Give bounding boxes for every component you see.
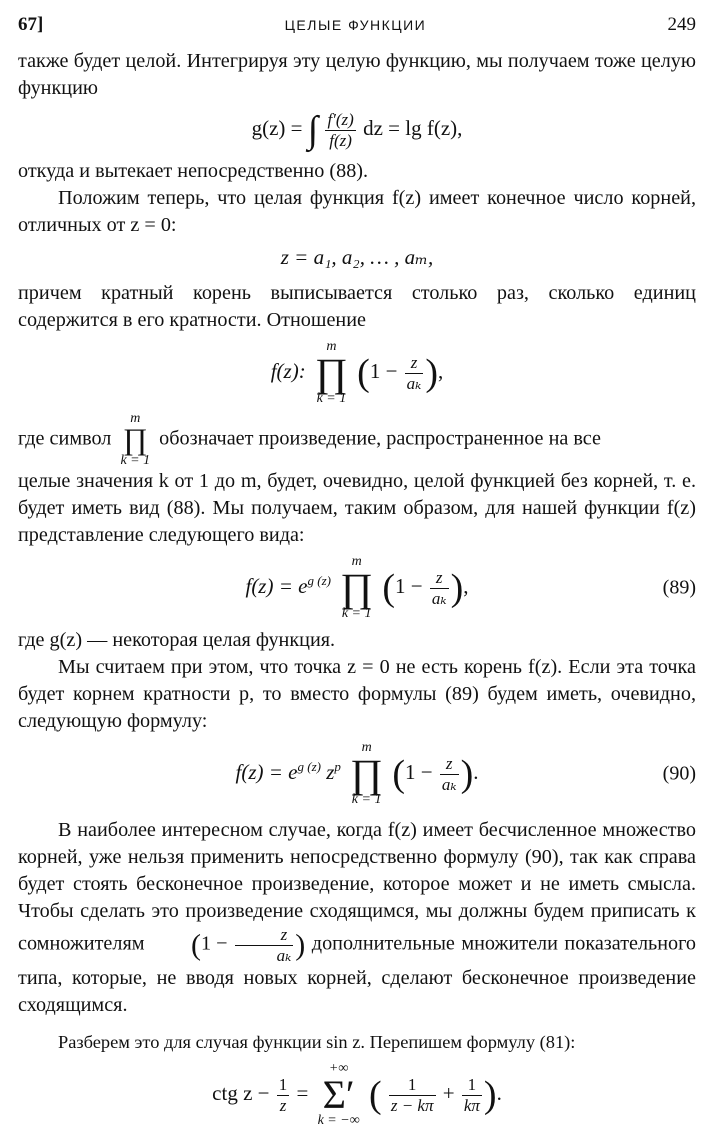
product-operator bbox=[340, 555, 373, 621]
product-operator bbox=[350, 741, 383, 807]
upper-limit: m bbox=[130, 411, 141, 426]
upper-limit: m bbox=[326, 339, 337, 354]
paragraph: где g(z) — некоторая целая функция. bbox=[18, 629, 336, 651]
sum-operator bbox=[318, 1062, 360, 1128]
formula-roots bbox=[18, 245, 696, 270]
formula-text: + bbox=[442, 1080, 455, 1105]
paragraph: причем кратный корень выписывается столько раз, сколько единиц содержится в его кратности. Отношение bbox=[18, 282, 696, 331]
text-span: В наиболее интересном случае, когда f(z) имеет бесчисленное множество корней, уже нельзя применить непосредственно формулу (90), так как справа будет стоять бесконечное произведение, которое может и не иметь смысла. Чтобы сделать это произведение сходящимся, мы должны будем приписать к сомножителям bbox=[18, 819, 696, 955]
denominator: aₖ bbox=[441, 774, 457, 794]
paragraph: откуда и вытекает непосредственно (88). bbox=[18, 160, 369, 182]
paragraph: Мы считаем при этом, что точка z = 0 не есть корень f(z). Если эта точка будет корнем кратности p, то вместо формулы (89) будем иметь, очевидно, следующую формулу: bbox=[18, 656, 696, 732]
fraction bbox=[462, 1075, 482, 1115]
right-paren: ) bbox=[425, 352, 439, 394]
product-sign: ∏ bbox=[350, 751, 384, 796]
numerator: z bbox=[235, 925, 294, 946]
left-paren: ( bbox=[191, 928, 202, 962]
upper-limit: +∞ bbox=[328, 1061, 349, 1077]
numerator: z bbox=[405, 353, 424, 374]
section-number: 67] bbox=[18, 14, 44, 35]
lower-limit: k = 1 bbox=[316, 391, 347, 406]
numerator: 1 bbox=[462, 1075, 482, 1096]
denominator: kπ bbox=[463, 1095, 480, 1115]
formula-text: z bbox=[326, 759, 335, 784]
formula-text: . bbox=[473, 759, 479, 784]
formula-ctg bbox=[18, 1062, 696, 1128]
right-paren: ) bbox=[450, 567, 464, 609]
lower-limit: k = −∞ bbox=[317, 1113, 360, 1128]
formula-text: g(z) = bbox=[251, 115, 303, 140]
formula-90 bbox=[18, 741, 696, 807]
formula-text: = bbox=[296, 1080, 309, 1105]
formula-text: 1 − bbox=[405, 759, 433, 784]
text-span: где символ bbox=[18, 427, 112, 450]
formula-text: . bbox=[496, 1080, 502, 1105]
lower-limit: k = 1 bbox=[120, 453, 151, 468]
formula-text: 1 − bbox=[395, 573, 423, 598]
formula-text: f(z) = e bbox=[235, 759, 298, 784]
page-header bbox=[18, 14, 696, 44]
paragraph: Положим теперь, что целая функция f(z) имеет конечное число корней, отличных от z = 0: bbox=[18, 187, 696, 236]
fraction bbox=[277, 1075, 290, 1115]
numerator: 1 bbox=[389, 1075, 436, 1096]
equation-number: (90) bbox=[662, 762, 696, 785]
denominator: aₖ bbox=[406, 373, 422, 393]
text-span: обозначает произведение, распространенное на все bbox=[159, 427, 601, 450]
formula-text: dz = lg f(z), bbox=[363, 115, 463, 140]
formula-text: z = a₁, a₂, … , aₘ, bbox=[280, 245, 434, 269]
numerator: z bbox=[440, 754, 459, 775]
left-paren: ( bbox=[382, 567, 396, 609]
formula-89 bbox=[18, 555, 696, 621]
fraction bbox=[430, 568, 449, 608]
numerator: z bbox=[430, 568, 449, 589]
right-paren: ) bbox=[460, 753, 474, 795]
right-paren: ) bbox=[483, 1074, 497, 1117]
paragraph: Разберем это для случая функции sin z. Перепишем формулу (81): bbox=[58, 1032, 576, 1053]
formula-ratio bbox=[18, 340, 696, 406]
product-sign: ∏ bbox=[122, 423, 148, 456]
denominator: z − kπ bbox=[390, 1095, 434, 1115]
formula-text: 1 − bbox=[201, 932, 228, 955]
equation-number: (89) bbox=[662, 576, 696, 599]
paragraph bbox=[18, 412, 696, 468]
denominator: aₖ bbox=[431, 588, 447, 608]
product-sign: ∏ bbox=[340, 565, 374, 610]
fraction bbox=[325, 110, 355, 150]
upper-limit: m bbox=[351, 554, 362, 569]
formula-text: , bbox=[438, 358, 444, 383]
formula-g bbox=[18, 108, 696, 152]
fraction bbox=[440, 754, 459, 794]
denominator: f(z) bbox=[329, 130, 352, 150]
left-paren: ( bbox=[392, 753, 406, 795]
left-paren: ( bbox=[357, 352, 370, 394]
page-number: 249 bbox=[667, 14, 696, 35]
left-paren: ( bbox=[368, 1074, 382, 1117]
paragraph: целые значения k от 1 до m, будет, очевидно, целой функцией без корней, т. е. будет иметь вид (88). Мы получаем, таким образом, для нашей функции f(z) представление следующего вида: bbox=[18, 470, 696, 546]
product-sign: ∏ bbox=[314, 350, 348, 395]
text-span: дополнительные множители показательного типа, которые, не вводя новых корней, сделают бесконечное произведение сходящимся. bbox=[18, 932, 697, 1017]
exponent: g (z) bbox=[307, 572, 331, 588]
denominator: aₖ bbox=[276, 945, 292, 965]
exponent: g (z) bbox=[297, 758, 321, 774]
numerator: 1 bbox=[278, 1075, 288, 1095]
integral-sign: ∫ bbox=[307, 109, 319, 151]
product-operator bbox=[315, 340, 348, 406]
formula-text: f(z) = e bbox=[245, 573, 308, 598]
formula-text: , bbox=[463, 573, 469, 598]
fraction bbox=[389, 1075, 436, 1115]
product-operator bbox=[120, 412, 150, 468]
running-title: ЦЕЛЫЕ ФУНКЦИИ bbox=[284, 17, 427, 33]
lower-limit: k = 1 bbox=[351, 792, 382, 807]
upper-limit: m bbox=[361, 740, 372, 755]
fraction bbox=[235, 925, 294, 965]
sum-sign: Σ′ bbox=[322, 1072, 355, 1118]
right-paren: ) bbox=[295, 928, 306, 962]
paragraph: также будет целой. Интегрируя эту целую функцию, мы получаем тоже целую функцию bbox=[18, 50, 696, 99]
lower-limit: k = 1 bbox=[341, 606, 372, 621]
paragraph bbox=[18, 817, 696, 1019]
exponent: p bbox=[334, 758, 341, 774]
fraction bbox=[405, 353, 424, 393]
numerator: f′(z) bbox=[327, 109, 354, 129]
denominator: z bbox=[279, 1095, 287, 1115]
inline-formula bbox=[151, 925, 305, 965]
formula-text: 1 − bbox=[369, 358, 398, 383]
formula-text: f(z): bbox=[270, 358, 306, 383]
formula-text: ctg z − bbox=[212, 1080, 270, 1105]
